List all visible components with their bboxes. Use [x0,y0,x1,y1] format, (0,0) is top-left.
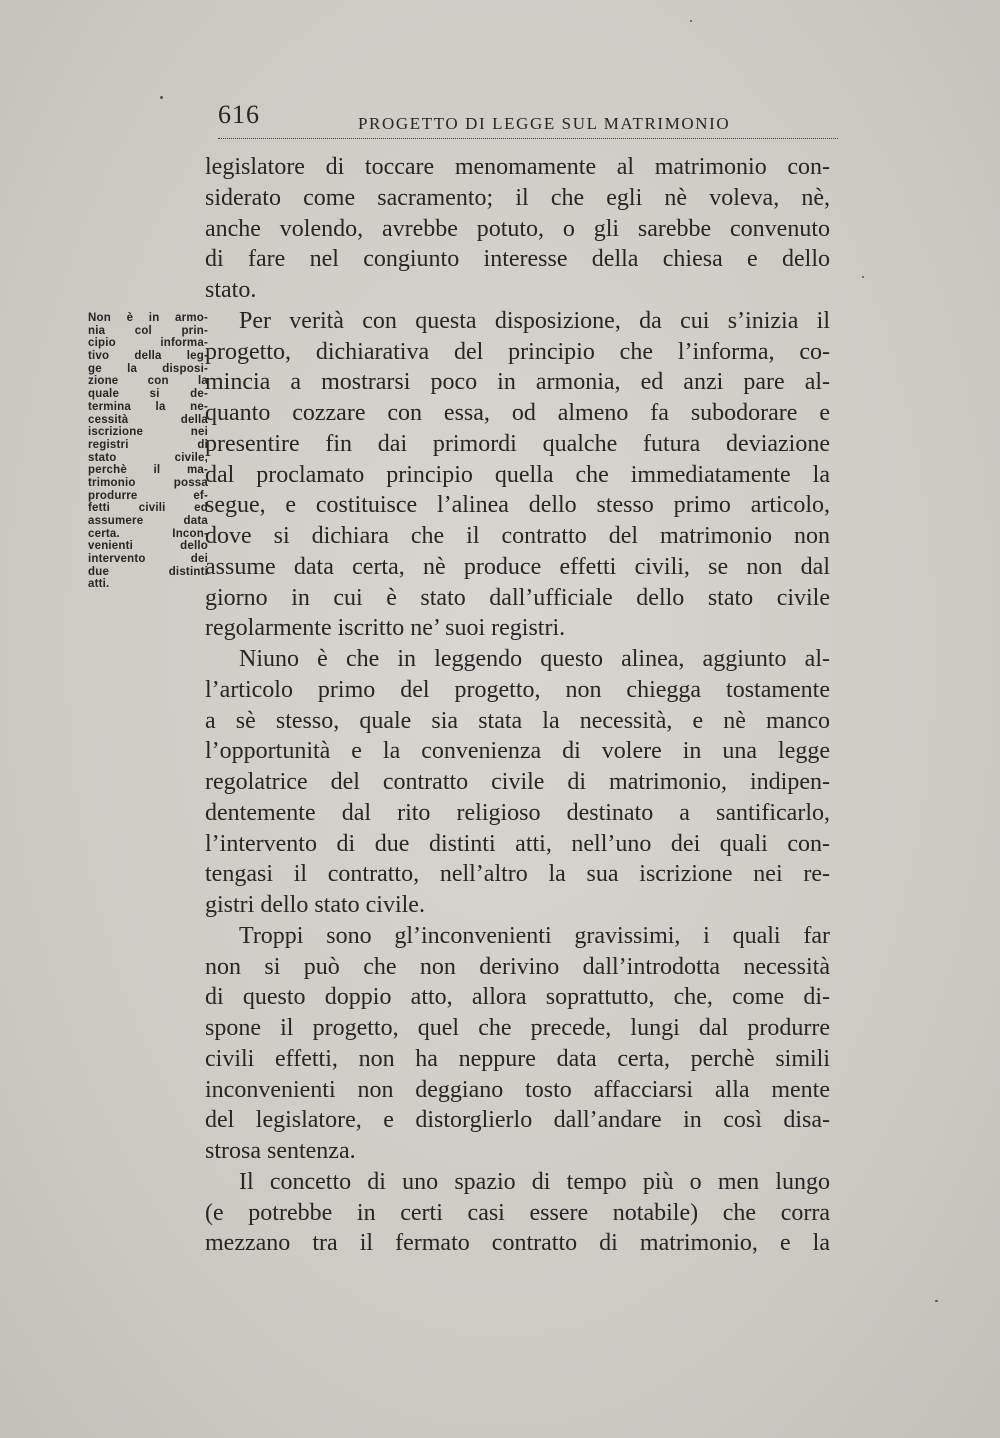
paragraph [205,1167,830,1259]
margin-note-line: venienti dello [88,540,208,553]
text-line: giorno in cui è stato dall’ufficiale dello stato civile [205,584,830,611]
margin-note-line: cessità della [88,413,208,426]
scan-speck [935,1300,938,1302]
text-line: quanto cozzare con essa, od almeno fa subodorare e [205,400,830,426]
page-number: 616 [218,100,260,129]
margin-note-line: produrre ef- [88,489,208,502]
text-line: l’articolo primo del progetto, non chiegga tostamente [205,676,830,703]
margin-note-line: iscrizione nei [88,426,208,439]
text-line: l’intervento di due distinti atti, nell’uno dei quali con- [205,830,830,857]
text-line: siderato come sacramento; il che egli nè voleva, nè, [205,184,830,211]
margin-note-line: assumere data [88,515,208,527]
text-line: dal proclamato principio quella che immediatamente la [205,461,830,488]
margin-note-line: perchè il ma- [88,464,208,477]
text-line: Niuno è che in leggendo questo alinea, aggiunto al- [239,646,830,672]
margin-note [88,312,208,591]
text-line: strosa sentenza. [205,1138,356,1164]
text-line: dove si dichiara che il contratto del matrimonio non [205,523,830,549]
text-line: di questo doppio atto, allora soprattutto, che, come di- [205,984,830,1011]
text-line: (e potrebbe in certi casi essere notabile) che corra [205,1199,830,1226]
text-line: l’opportunità e la convenienza di volere in una legge [205,738,830,765]
margin-note-line: registri di [88,438,208,451]
margin-note-line: certa. Incon- [88,527,208,540]
scan-speck [160,96,163,99]
text-line: Troppi sono gl’inconvenienti gravissimi, i quali far [239,922,830,949]
text-line: Il concetto di uno spazio di tempo più o men lungo [239,1168,830,1195]
text-line: stato. [205,277,257,303]
text-line: gistri dello stato civile. [205,892,425,918]
margin-note-line: stato civile, [88,451,208,464]
text-line: segue, e costituisce l’alinea dello stesso primo articolo, [205,492,830,519]
text-line: anche volendo, avrebbe potuto, o gli sarebbe convenuto [205,215,830,242]
margin-note-line: zione con la [88,375,208,388]
margin-note-line: nia col prin- [88,324,208,337]
text-line: presentire fin dai primordi qualche futura deviazione [205,430,830,457]
paragraph [205,921,830,1167]
margin-note-line: quale si de- [88,388,208,401]
margin-note-line: fetti civili ed [88,502,208,515]
margin-note-line: due distinti [88,565,208,578]
text-line: dentemente dal rito religioso destinato a santificarlo, [205,799,830,826]
paragraph [205,306,830,644]
text-line: regolarmente iscritto ne’ suoi registri. [205,615,566,642]
paragraph [205,644,830,921]
body-text [205,152,830,1259]
text-line: civili effetti, non ha neppure data certa, perchè simili [205,1045,830,1072]
margin-note-line: tivo della leg- [88,350,208,363]
text-line: inconvenienti non deggiano tosto affacciarsi alla mente [205,1076,830,1103]
text-line: mezzano tra il fermato contratto di matrimonio, e la [205,1230,830,1257]
text-line: assume data certa, nè produce effetti civili, se non dal [205,553,830,580]
margin-note-line: termina la ne- [88,400,208,413]
margin-note-line: atti. [88,578,110,591]
text-line: mincia a mostrarsi poco in armonia, ed anzi pare al- [205,369,830,396]
text-line: legislatore di toccare menomamente al matrimonio con- [205,154,830,180]
text-line: non si può che non derivino dall’introdotta necessità [205,953,830,980]
text-line: a sè stesso, quale sia stata la necessità, e nè manco [205,707,830,734]
margin-note-line: cipio informa- [88,337,208,350]
running-header [218,100,838,140]
margin-note-line: trimonio possa [88,476,208,489]
text-line: progetto, dichiarativa del principio che l’informa, co- [205,338,830,365]
text-line: regolatrice del contratto civile di matrimonio, indipen- [205,769,830,795]
margin-note-line: intervento dei [88,553,208,566]
text-line: tengasi il contratto, nell’altro la sua iscrizione nei re- [205,861,830,888]
margin-note-line: Non è in armo- [88,312,208,324]
text-line: del legislatore, e distorglierlo dall’andare in così disa- [205,1107,830,1134]
text-line: di fare nel congiunto interesse della chiesa e dello [205,246,830,273]
running-title: PROGETTO DI LEGGE SUL MATRIMONIO [358,114,731,133]
margin-note-line: ge la disposi- [88,362,208,375]
scan-speck [690,20,692,22]
header-rule [218,138,838,139]
text-line: Per verità con questa disposizione, da cui s’inizia il [239,307,830,334]
paragraph [205,152,830,306]
scan-speck [862,276,864,278]
text-line: spone il progetto, quel che precede, lungi dal produrre [205,1015,830,1041]
